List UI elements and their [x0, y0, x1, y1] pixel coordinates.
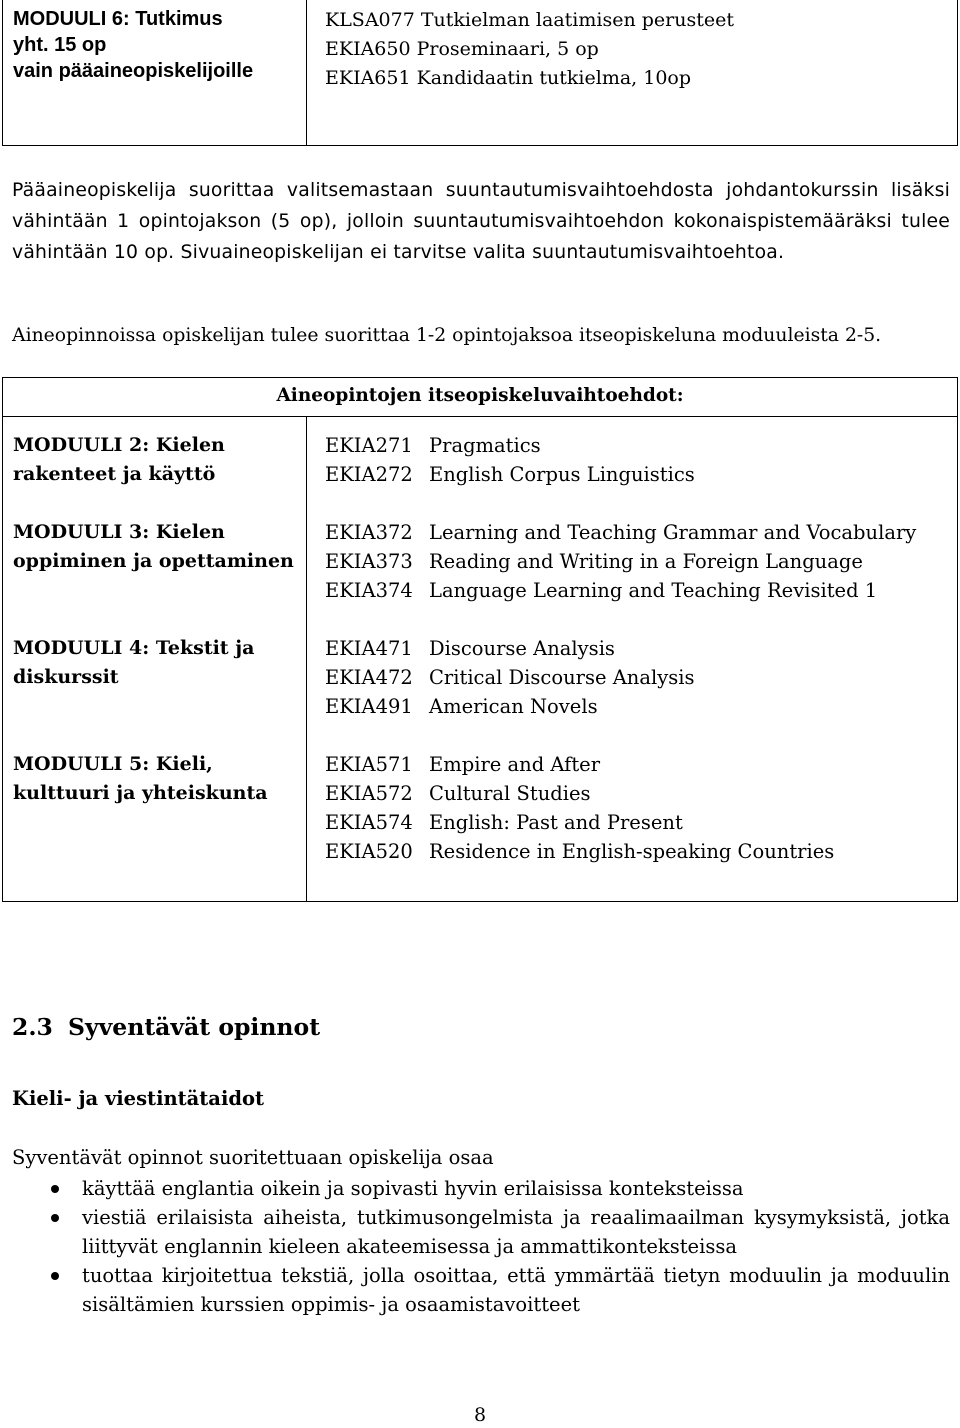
course-name: Pragmatics — [429, 434, 541, 457]
bullet-icon — [51, 1214, 59, 1222]
self-study-table — [2, 377, 958, 902]
list-item — [12, 1174, 950, 1203]
course-row — [325, 460, 916, 489]
course-row — [325, 779, 916, 808]
list-item — [12, 1261, 950, 1319]
module6-table — [2, 0, 958, 146]
course-row — [325, 576, 916, 605]
course-code: EKIA574 — [325, 811, 413, 834]
course-row — [325, 431, 916, 460]
course-row — [325, 518, 916, 547]
outcomes-list — [12, 1174, 950, 1319]
section-number: 2.3 — [12, 1013, 53, 1041]
course-group — [325, 634, 916, 750]
course-code: EKIA520 — [325, 840, 413, 863]
module-title — [13, 431, 306, 518]
course-code: EKIA372 — [325, 521, 413, 544]
module-title-line: MODUULI 4: Tekstit ja — [13, 637, 255, 659]
course-code: EKIA271 — [325, 434, 413, 457]
course-name: Language Learning and Teaching Revisited 1 — [429, 579, 878, 602]
paragraph-main-subject: Pääaineopiskelija suorittaa valitsemastaan suuntautumisvaihtoehdosta johdantokurssin lisäksi vähintään 1 opintojakson (5 op), jolloin suuntautumisvaihtoehdon kokonaispistemääräksi tulee vähintään 10 op. Sivuaineopiskelijan ei tarvitse valita suuntautumisvaihtoehtoa. — [12, 180, 950, 263]
intro-text: Syventävät opinnot suoritettuaan opiskelija osaa — [12, 1146, 494, 1169]
course-name: Discourse Analysis — [429, 637, 615, 660]
course-name: Learning and Teaching Grammar and Vocabulary — [429, 521, 917, 544]
module-title-line: MODUULI 5: Kieli, — [13, 753, 213, 775]
course-name: Reading and Writing in a Foreign Language — [429, 550, 863, 573]
course-name: Cultural Studies — [429, 782, 591, 805]
course-row — [325, 808, 916, 837]
course-group — [325, 518, 916, 634]
module-title-line: oppiminen ja opettaminen — [13, 550, 294, 572]
module-title — [13, 518, 306, 634]
module6-title-line: yht. 15 op — [13, 34, 107, 56]
section-title: Syventävät opinnot — [68, 1013, 321, 1041]
course-code: EKIA472 — [325, 666, 413, 689]
course-code: EKIA373 — [325, 550, 413, 573]
course-name: Residence in English-speaking Countries — [429, 840, 835, 863]
module-title-line: kulttuuri ja yhteiskunta — [13, 782, 268, 804]
course-group — [325, 431, 916, 518]
module-title-line: MODUULI 2: Kielen — [13, 434, 225, 456]
course-group — [325, 750, 916, 866]
module6-title — [3, 0, 307, 145]
module-title — [13, 634, 306, 750]
module-column — [3, 417, 307, 902]
course-line: KLSA077 Tutkielman laatimisen perusteet — [325, 9, 734, 31]
course-line: EKIA650 Proseminaari, 5 op — [325, 38, 599, 60]
course-code: EKIA571 — [325, 753, 413, 776]
course-code: EKIA572 — [325, 782, 413, 805]
list-item — [12, 1203, 950, 1261]
course-code: EKIA471 — [325, 637, 413, 660]
page-number: 8 — [473, 1404, 487, 1426]
table-header: Aineopintojen itseopiskeluvaihtoehdot: — [3, 378, 957, 417]
course-row — [325, 547, 916, 576]
course-name: Critical Discourse Analysis — [429, 666, 695, 689]
course-row — [325, 692, 916, 721]
list-item-text: viestiä erilaisista aiheista, tutkimusongelmista ja reaalimaailman kysymyksistä, jotka liittyvät englannin kieleen akateemisessa ja ammattikonteksteissa — [82, 1206, 950, 1258]
course-code: EKIA272 — [325, 463, 413, 486]
course-name: Empire and After — [429, 753, 601, 776]
course-name: English: Past and Present — [429, 811, 683, 834]
module-title-line: diskurssit — [13, 666, 119, 688]
course-row — [325, 750, 916, 779]
course-name: American Novels — [429, 695, 598, 718]
course-row — [325, 634, 916, 663]
module-title — [13, 750, 306, 866]
module6-title-line: vain pääaineopiskelijoille — [13, 60, 254, 82]
bullet-icon — [51, 1185, 59, 1193]
list-item-text: tuottaa kirjoitettua tekstiä, jolla osoittaa, että ymmärtää tietyn moduulin ja moduulin sisältämien kurssien oppimis- ja osaamistavoitteet — [82, 1264, 950, 1316]
course-name: English Corpus Linguistics — [429, 463, 695, 486]
bullet-icon — [51, 1272, 59, 1280]
section-heading — [12, 1011, 320, 1043]
module-title-line: rakenteet ja käyttö — [13, 463, 216, 485]
course-code: EKIA374 — [325, 579, 413, 602]
course-column — [307, 417, 916, 902]
course-code: EKIA491 — [325, 695, 413, 718]
module-title-line: MODUULI 3: Kielen — [13, 521, 225, 543]
module6-courses — [307, 0, 746, 145]
paragraph-self-study: Aineopinnoissa opiskelijan tulee suorittaa 1-2 opintojaksoa itseopiskeluna moduuleista 2-5. — [12, 325, 882, 346]
module6-title-line: MODUULI 6: Tutkimus — [13, 8, 223, 30]
course-row — [325, 837, 916, 866]
list-item-text: käyttää englantia oikein ja sopivasti hyvin erilaisissa konteksteissa — [82, 1177, 744, 1200]
course-line: EKIA651 Kandidaatin tutkielma, 10op — [325, 67, 692, 89]
subheading: Kieli- ja viestintätaidot — [12, 1087, 264, 1110]
course-row — [325, 663, 916, 692]
